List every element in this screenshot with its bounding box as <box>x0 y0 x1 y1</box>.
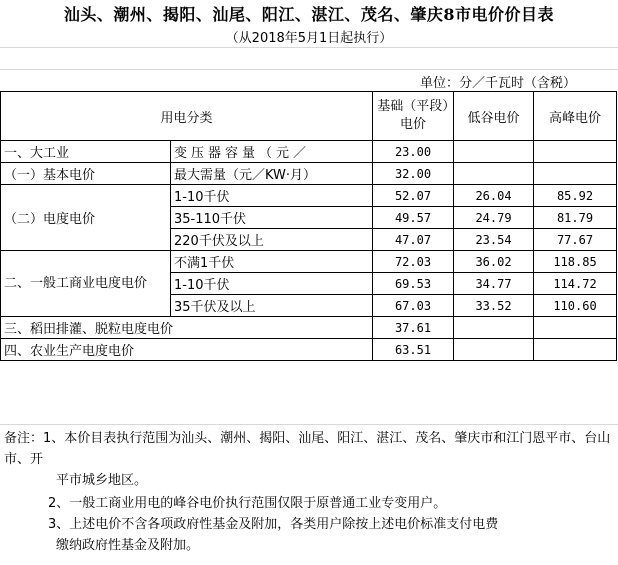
base-price: 49.57 <box>373 207 454 229</box>
note-1-continued: 平市城乡地区。 <box>56 473 148 488</box>
valley-price: 33.52 <box>454 295 534 317</box>
base-price: 67.03 <box>373 295 454 317</box>
peak-price <box>534 163 617 185</box>
peak-price: 81.79 <box>534 207 617 229</box>
gridline <box>0 47 618 48</box>
valley-price: 23.54 <box>454 229 534 251</box>
row-subcategory: 220千伏及以上 <box>171 229 373 251</box>
header-base: 基础（平段）电价 <box>373 92 454 141</box>
valley-price: 26.04 <box>454 185 534 207</box>
row-group: 一、大工业 <box>1 141 171 163</box>
row-subcategory: 1-10千伏 <box>171 185 373 207</box>
row-subcategory: 1-10千伏 <box>171 273 373 295</box>
base-price: 69.53 <box>373 273 454 295</box>
peak-price: 114.72 <box>534 273 617 295</box>
row-group: 三、稻田排灌、脱粒电度电价 <box>1 317 373 339</box>
notes-section <box>0 428 612 556</box>
row-group: 四、农业生产电度电价 <box>1 339 373 361</box>
valley-price: 36.02 <box>454 251 534 273</box>
base-price: 32.00 <box>373 163 454 185</box>
header-peak: 高峰电价 <box>534 92 617 141</box>
table-row <box>1 163 617 185</box>
base-price: 47.07 <box>373 229 454 251</box>
note-3-continued: 缴纳政府性基金及附加。 <box>56 538 200 553</box>
row-group: （二）电度电价 <box>1 185 171 251</box>
peak-price <box>534 317 617 339</box>
base-price: 72.03 <box>373 251 454 273</box>
gridline <box>0 69 618 70</box>
base-price: 63.51 <box>373 339 454 361</box>
peak-price: 77.67 <box>534 229 617 251</box>
row-subcategory: 最大需量（元／KW·月） <box>171 163 373 185</box>
base-price: 52.07 <box>373 185 454 207</box>
table-row <box>1 185 617 207</box>
peak-price: 85.92 <box>534 185 617 207</box>
base-price: 23.00 <box>373 141 454 163</box>
table-row <box>1 339 617 361</box>
row-subcategory: 不满1千伏 <box>171 251 373 273</box>
note-2: 2、一般工商业用电的峰谷电价执行范围仅限于原普通工业专变用户。 <box>48 496 447 511</box>
gridline <box>0 424 618 425</box>
header-category: 用电分类 <box>1 92 373 141</box>
valley-price <box>454 163 534 185</box>
table-row <box>1 251 617 273</box>
row-subcategory: 35千伏及以上 <box>171 295 373 317</box>
valley-price <box>454 141 534 163</box>
peak-price <box>534 339 617 361</box>
header-valley: 低谷电价 <box>454 92 534 141</box>
row-group: （一）基本电价 <box>1 163 171 185</box>
base-price: 37.61 <box>373 317 454 339</box>
peak-price: 118.85 <box>534 251 617 273</box>
document-title: 汕头、潮州、揭阳、汕尾、阳江、湛江、茂名、肇庆8市电价价目表 <box>63 5 555 24</box>
valley-price: 34.77 <box>454 273 534 295</box>
row-subcategory: 变压器容量（元／ <box>171 141 373 163</box>
table-header-row <box>1 92 617 141</box>
row-subcategory: 35-110千伏 <box>171 207 373 229</box>
peak-price: 110.60 <box>534 295 617 317</box>
valley-price <box>454 339 534 361</box>
table-row <box>1 317 617 339</box>
note-3: 3、上述电价不含各项政府性基金及附加，各类用户除按上述电价标准支付电费 <box>48 517 499 532</box>
valley-price <box>454 317 534 339</box>
valley-price: 24.79 <box>454 207 534 229</box>
document-subtitle: （从2018年5月1日起执行） <box>225 31 393 46</box>
note-1: 备注：1、本价目表执行范围为汕头、潮州、揭阳、汕尾、阳江、湛江、茂名、肇庆市和江门恩平市、台山市、开 <box>4 431 611 467</box>
price-table <box>0 91 617 361</box>
peak-price <box>534 141 617 163</box>
table-row <box>1 141 617 163</box>
unit-label: 单位：分／千瓦时（含税） <box>420 76 577 91</box>
row-group: 二、一般工商业电度电价 <box>1 251 171 317</box>
